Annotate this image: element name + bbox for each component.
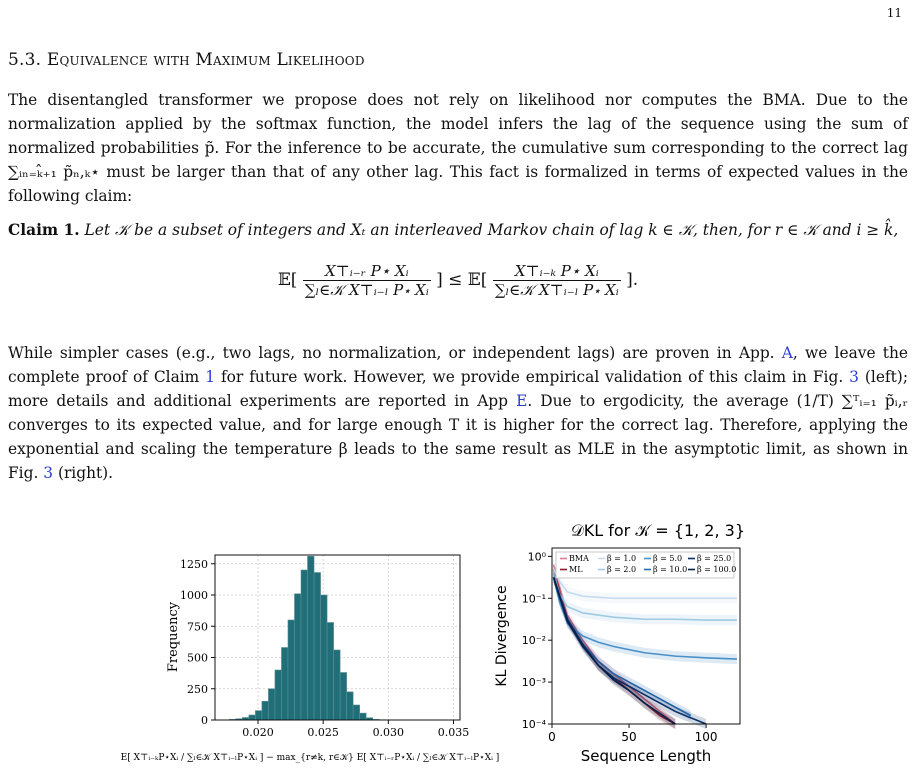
histogram-bar (255, 711, 262, 720)
kl-chart-title: 𝒟KL for 𝒦 = {1, 2, 3} (570, 521, 746, 540)
rhs-fraction (493, 262, 621, 299)
histogram-bar (327, 623, 334, 721)
appendix-a-link[interactable]: A (781, 344, 793, 362)
claim-block (8, 218, 908, 242)
rhs-numerator: X⊤ᵢ₋ₖ P⋆ Xᵢ (493, 262, 621, 281)
section-title: Equivalence with Maximum Likelihood (46, 50, 365, 70)
histogram-bar (360, 713, 367, 720)
kl-legend-label: β = 1.0 (607, 554, 637, 563)
histogram-bar (262, 701, 269, 720)
section-number: 5.3. (8, 50, 42, 70)
histogram-bar (308, 556, 315, 720)
kl-y-tick-label: 10⁻² (521, 634, 546, 648)
figure-3-link-right[interactable]: 3 (43, 464, 54, 482)
histogram-x-tick-label: 0.020 (242, 726, 274, 739)
histogram-bar (288, 620, 295, 720)
claim-equation: 𝔼[ $\frac{\text{X⊤ᵢ₋ᵣ P⋆ Xᵢ}}{\text{∑ₗ∈𝒦 X⊤ᵢ₋ₗ P⋆ Xᵢ}}$ ] ≤ 𝔼[ $\frac{\text{X⊤ᵢ₋ₖ P⋆ Xᵢ}}{\text{∑ₗ∈𝒦 X⊤ᵢ₋ₗ P⋆ Xᵢ}}$ ]. (277, 262, 639, 299)
kl-x-tick-label: 0 (548, 730, 556, 744)
histogram-bar (347, 692, 354, 720)
histogram-x-ticks (242, 720, 469, 739)
kl-series-lines (554, 560, 737, 729)
paragraph-2: While simpler cases (e.g., two lags, no normalization, or independent lags) are proven in App. A, we leave the complete proof of Claim 1 for future work. However, we provide empirical validation of this claim in Fig. 3 (left); more details and additional experiments are reported in App E. Due to ergodicity, the average (1/T) ∑ᵀᵢ₌₁ p̃ᵢ,ᵣ converges to its expected value, and for large enough T it is higher for the correct lag. Therefore, applying the exponential and scaling the temperature β leads to the same result as MLE in the asymptotic limit, as shown in Fig. 3 (right). (8, 344, 909, 482)
kl-x-ticks (548, 724, 717, 744)
appendix-e-link[interactable]: E (516, 392, 528, 410)
histogram-bar (340, 673, 347, 721)
claim-text: Let 𝒦 be a subset of integers and Xₜ an interleaved Markov chain of lag k ∈ 𝒦, then, for r ∈ 𝒦 and i ≥ k̂, (84, 221, 899, 239)
histogram-y-tick-label: 1000 (180, 589, 208, 602)
kl-y-tick-label: 10⁻³ (521, 676, 546, 690)
histogram-bar (275, 670, 282, 720)
histogram-figure (120, 550, 500, 772)
histogram-x-tick-label: 0.030 (372, 726, 405, 739)
histogram-y-ticks (180, 558, 215, 727)
histogram-bar (249, 715, 256, 720)
histogram-bar (281, 648, 288, 721)
lhs-numerator: X⊤ᵢ₋ᵣ P⋆ Xᵢ (303, 262, 431, 281)
kl-legend-label: β = 10.0 (653, 565, 688, 574)
kl-y-ticks (522, 550, 552, 731)
histogram-y-label: Frequency (166, 601, 181, 673)
kl-legend (556, 552, 736, 578)
kl-y-tick-label: 10⁻¹ (521, 592, 546, 606)
histogram-y-tick-label: 1250 (180, 557, 208, 571)
section-heading (8, 50, 365, 70)
kl-legend-label: ML (569, 565, 583, 574)
paragraph-1: The disentangled transformer we propose does not rely on likelihood nor computes the BMA. Due to the normalization applied by the softmax function, the model infers the lag of the sequence using the sum of normalized probabilities p̃. For the inference to be accurate, the cumulative sum corresponding to the correct lag ∑ᵢₙ₌ₖ̂₊₁ p̃ₙ,ₖ⋆ must be larger than that of any other lag. This fact is formalized in terms of expected values in the following claim: (8, 91, 908, 205)
histogram-y-tick-label: 0 (201, 714, 208, 727)
histogram-bar (314, 573, 321, 721)
histogram-y-tick-label: 250 (187, 682, 208, 696)
lhs-denominator: ∑ₗ∈𝒦 X⊤ᵢ₋ₗ P⋆ Xᵢ (304, 281, 429, 299)
kl-legend-label: BMA (569, 554, 589, 563)
histogram-y-tick-label: 750 (187, 620, 208, 634)
kl-y-label: KL Divergence (494, 585, 510, 687)
kl-y-tick-label: 10⁰ (527, 550, 546, 564)
histogram-x-tick-label: 0.035 (437, 726, 470, 739)
histogram-x-tick-label: 0.025 (307, 726, 339, 739)
histogram-bars (229, 556, 385, 720)
histogram-bar (294, 594, 301, 720)
kl-x-label: Sequence Length (580, 747, 712, 765)
kl-divergence-figure (486, 512, 762, 774)
kl-legend-label: β = 5.0 (653, 554, 683, 563)
kl-x-tick-label: 100 (694, 730, 718, 744)
figure-3-link-left[interactable]: 3 (849, 368, 859, 386)
histogram-bar (321, 595, 328, 720)
kl-legend-label: β = 2.0 (607, 565, 637, 574)
claim-label: Claim 1. (8, 221, 80, 239)
histogram-x-label: E[ X⊤ᵢ₋ₖP⋆Xᵢ / ∑ₗ∈𝒦 X⊤ᵢ₋ₗP⋆Xᵢ ] − max_{r≠k, r∈𝒦} E[ X⊤ᵢ₋ᵣP⋆Xᵢ / ∑ₗ∈𝒦 X⊤ᵢ₋ₗP⋆Xᵢ ] (120, 753, 500, 763)
kl-legend-label: β = 25.0 (697, 554, 732, 563)
histogram-y-tick-label: 500 (187, 651, 208, 665)
kl-y-tick-label: 10⁻⁴ (521, 718, 546, 731)
kl-legend-label: β = 100.0 (697, 565, 737, 574)
kl-x-tick-label: 50 (621, 730, 637, 744)
page-number: 11 (886, 6, 902, 20)
rhs-denominator: ∑ₗ∈𝒦 X⊤ᵢ₋ₗ P⋆ Xᵢ (494, 281, 619, 299)
claim-1-link[interactable]: 1 (205, 368, 216, 386)
histogram-bar (268, 689, 275, 720)
histogram-bar (353, 705, 360, 720)
lhs-fraction (303, 262, 431, 299)
histogram-bar (301, 570, 308, 720)
histogram-bar (334, 650, 341, 720)
